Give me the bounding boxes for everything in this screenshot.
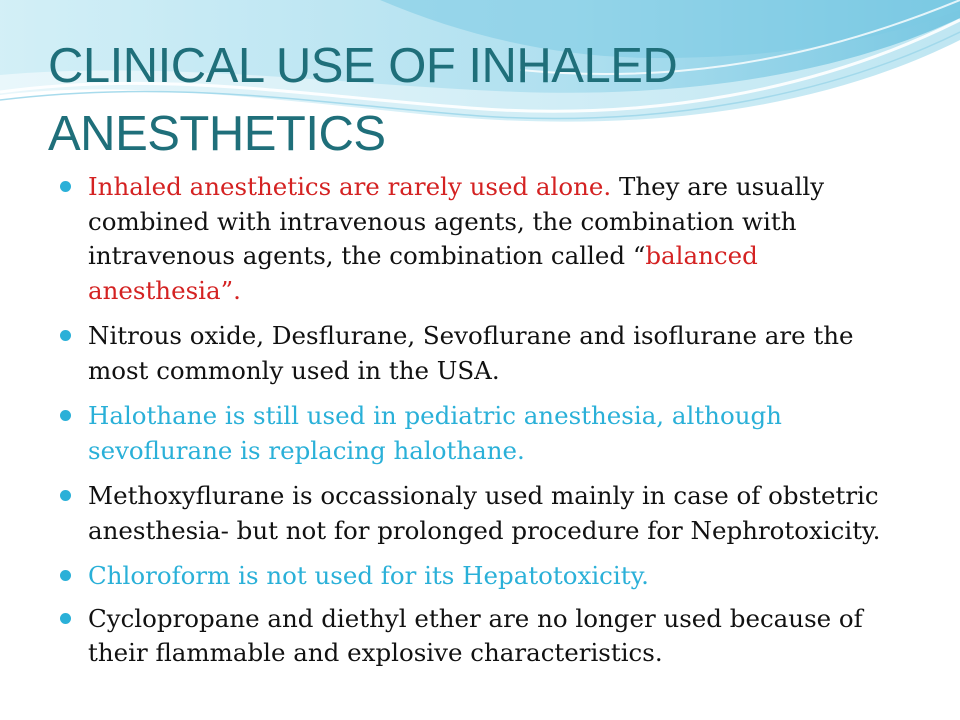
bullet-text: Cyclopropane and diethyl ether are no longer used because of their flammable and explosive characteristics. [88,603,863,667]
bullet-dot-icon [60,570,71,581]
bullet-item-common-agents [58,319,908,388]
bullet-text-red: Inhaled anesthetics are rarely used alone. [88,172,612,201]
bullet-item-chloroform [58,559,908,594]
bullet-item-halothane [58,399,908,468]
bullet-text-red-end: ”. [220,275,241,305]
bullet-item-methoxyflurane [58,479,908,548]
bullet-item-cyclopropane [58,602,908,671]
slide-title: CLINICAL USE OF INHALED ANESTHETICS [48,39,678,161]
bullet-dot-icon [60,181,71,192]
bullet-list [58,170,908,682]
bullet-dot-icon [60,330,71,341]
bullet-dot-icon [60,490,71,501]
bullet-text: Nitrous oxide, Desflurane, Sevoflurane and isoflurane are the most commonly used in the USA. [88,321,854,385]
bullet-dot-icon [60,613,71,624]
bullet-dot-icon [60,410,71,421]
bullet-item-balanced-anesthesia [58,170,908,308]
bullet-text-cyan: Chloroform is not used for its Hepatotoxicity. [88,561,649,590]
bullet-text: Methoxyflurane is occassionaly used mainly in case of obstetric anesthesia- but not for prolonged procedure for Nephrotoxicity. [88,481,881,545]
bullet-text-cyan: Halothane is still used in pediatric anesthesia, although sevoflurane is replacing halothane. [88,401,782,465]
bullet-text: They are usually combined with intravenous agents, the combination with intravenous agents, the combination called “ [88,172,825,270]
bullet-text-red: balanced anesthesia [88,241,758,305]
